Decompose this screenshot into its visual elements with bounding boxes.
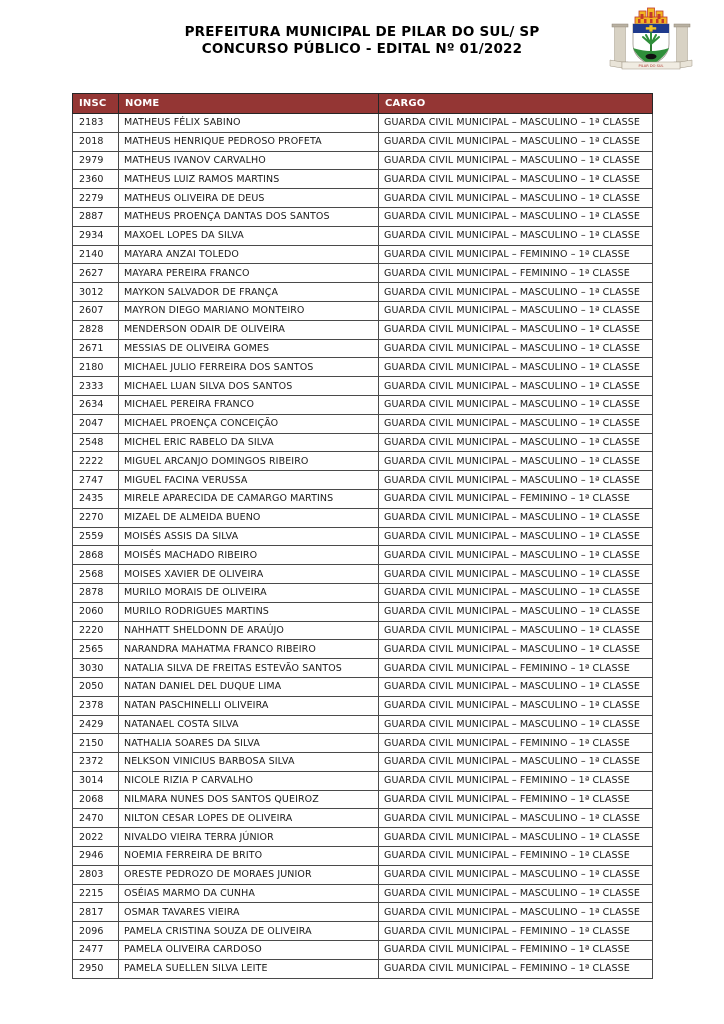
cell-insc: 2950 (73, 959, 119, 978)
cell-nome: MIZAEL DE ALMEIDA BUENO (119, 508, 379, 527)
cell-insc: 2817 (73, 903, 119, 922)
table-row (73, 621, 653, 640)
cell-cargo: GUARDA CIVIL MUNICIPAL – MASCULINO – 1ª CLASSE (379, 226, 653, 245)
cell-nome: MURILO MORAIS DE OLIVEIRA (119, 583, 379, 602)
cell-insc: 2270 (73, 508, 119, 527)
cell-insc: 2140 (73, 245, 119, 264)
cell-cargo: GUARDA CIVIL MUNICIPAL – MASCULINO – 1ª CLASSE (379, 565, 653, 584)
cell-insc: 2378 (73, 696, 119, 715)
column-header-nome: NOME (119, 94, 379, 114)
table-row (73, 508, 653, 527)
cell-nome: MATHEUS PROENÇA DANTAS DOS SANTOS (119, 207, 379, 226)
table-row (73, 377, 653, 396)
cell-insc: 2979 (73, 151, 119, 170)
shield-icon (633, 24, 669, 65)
cell-nome: MOISES XAVIER DE OLIVEIRA (119, 565, 379, 584)
table-row (73, 583, 653, 602)
cell-cargo: GUARDA CIVIL MUNICIPAL – MASCULINO – 1ª CLASSE (379, 377, 653, 396)
cell-insc: 2050 (73, 677, 119, 696)
cell-cargo: GUARDA CIVIL MUNICIPAL – MASCULINO – 1ª CLASSE (379, 301, 653, 320)
cell-cargo: GUARDA CIVIL MUNICIPAL – MASCULINO – 1ª CLASSE (379, 207, 653, 226)
cell-insc: 2022 (73, 828, 119, 847)
cell-insc: 2803 (73, 865, 119, 884)
title-line-2: CONCURSO PÚBLICO - EDITAL Nº 01/2022 (201, 41, 523, 57)
cell-insc: 2435 (73, 489, 119, 508)
table-row (73, 847, 653, 866)
cell-insc: 2047 (73, 414, 119, 433)
table-row (73, 489, 653, 508)
cell-cargo: GUARDA CIVIL MUNICIPAL – MASCULINO – 1ª CLASSE (379, 546, 653, 565)
cell-nome: MATHEUS FÉLIX SABINO (119, 114, 379, 133)
cell-nome: NATAN PASCHINELLI OLIVEIRA (119, 696, 379, 715)
table-row (73, 884, 653, 903)
table-row (73, 301, 653, 320)
cell-nome: MIGUEL ARCANJO DOMINGOS RIBEIRO (119, 452, 379, 471)
title-line-1: PREFEITURA MUNICIPAL DE PILAR DO SUL/ SP (184, 24, 540, 40)
cell-nome: MICHAEL PEREIRA FRANCO (119, 395, 379, 414)
cell-cargo: GUARDA CIVIL MUNICIPAL – MASCULINO – 1ª CLASSE (379, 527, 653, 546)
table-row (73, 546, 653, 565)
table-row (73, 170, 653, 189)
cell-nome: MENDERSON ODAIR DE OLIVEIRA (119, 320, 379, 339)
table-row (73, 395, 653, 414)
cell-nome: MICHEL ERIC RABELO DA SILVA (119, 433, 379, 452)
cell-nome: PAMELA OLIVEIRA CARDOSO (119, 941, 379, 960)
cell-insc: 2333 (73, 377, 119, 396)
table-row (73, 358, 653, 377)
cell-cargo: GUARDA CIVIL MUNICIPAL – FEMININO – 1ª CLASSE (379, 959, 653, 978)
cell-insc: 2828 (73, 320, 119, 339)
cell-cargo: GUARDA CIVIL MUNICIPAL – MASCULINO – 1ª CLASSE (379, 151, 653, 170)
cell-cargo: GUARDA CIVIL MUNICIPAL – FEMININO – 1ª CLASSE (379, 771, 653, 790)
table-row (73, 696, 653, 715)
cell-insc: 2183 (73, 114, 119, 133)
table-row (73, 189, 653, 208)
cell-insc: 2671 (73, 339, 119, 358)
cell-cargo: GUARDA CIVIL MUNICIPAL – FEMININO – 1ª CLASSE (379, 489, 653, 508)
cell-cargo: GUARDA CIVIL MUNICIPAL – FEMININO – 1ª CLASSE (379, 941, 653, 960)
table-row (73, 828, 653, 847)
cell-nome: MAYARA ANZAI TOLEDO (119, 245, 379, 264)
cell-nome: NAHHATT SHELDONN DE ARAÚJO (119, 621, 379, 640)
cell-insc: 2607 (73, 301, 119, 320)
cell-insc: 2747 (73, 471, 119, 490)
cell-cargo: GUARDA CIVIL MUNICIPAL – MASCULINO – 1ª CLASSE (379, 903, 653, 922)
table-row (73, 433, 653, 452)
cell-nome: NILMARA NUNES DOS SANTOS QUEIROZ (119, 790, 379, 809)
cell-insc: 2215 (73, 884, 119, 903)
cell-nome: NARANDRA MAHATMA FRANCO RIBEIRO (119, 640, 379, 659)
cell-nome: MAYRON DIEGO MARIANO MONTEIRO (119, 301, 379, 320)
cell-nome: NICOLE RIZIA P CARVALHO (119, 771, 379, 790)
cell-nome: MICHAEL JULIO FERREIRA DOS SANTOS (119, 358, 379, 377)
table-row (73, 922, 653, 941)
cell-insc: 2470 (73, 809, 119, 828)
cell-cargo: GUARDA CIVIL MUNICIPAL – MASCULINO – 1ª CLASSE (379, 602, 653, 621)
cell-nome: OSÉIAS MARMO DA CUNHA (119, 884, 379, 903)
table-header-row (73, 94, 653, 114)
cell-cargo: GUARDA CIVIL MUNICIPAL – FEMININO – 1ª CLASSE (379, 245, 653, 264)
table-row (73, 320, 653, 339)
table-row (73, 452, 653, 471)
cell-insc: 2150 (73, 734, 119, 753)
column-header-insc: INSC (73, 94, 119, 114)
cell-insc: 3012 (73, 283, 119, 302)
cell-insc: 2559 (73, 527, 119, 546)
cell-cargo: GUARDA CIVIL MUNICIPAL – MASCULINO – 1ª CLASSE (379, 358, 653, 377)
cell-cargo: GUARDA CIVIL MUNICIPAL – MASCULINO – 1ª CLASSE (379, 865, 653, 884)
pillar-left-icon (612, 24, 628, 66)
cell-nome: PAMELA CRISTINA SOUZA DE OLIVEIRA (119, 922, 379, 941)
cell-insc: 2946 (73, 847, 119, 866)
cell-insc: 2429 (73, 715, 119, 734)
cell-cargo: GUARDA CIVIL MUNICIPAL – FEMININO – 1ª CLASSE (379, 264, 653, 283)
cell-nome: NELKSON VINICIUS BARBOSA SILVA (119, 753, 379, 772)
cell-cargo: GUARDA CIVIL MUNICIPAL – MASCULINO – 1ª CLASSE (379, 677, 653, 696)
cell-cargo: GUARDA CIVIL MUNICIPAL – MASCULINO – 1ª CLASSE (379, 414, 653, 433)
cell-cargo: GUARDA CIVIL MUNICIPAL – MASCULINO – 1ª CLASSE (379, 395, 653, 414)
table-row (73, 771, 653, 790)
table-row (73, 264, 653, 283)
cell-nome: MAYARA PEREIRA FRANCO (119, 264, 379, 283)
table-row (73, 226, 653, 245)
cell-insc: 2018 (73, 132, 119, 151)
cell-insc: 2634 (73, 395, 119, 414)
table-row (73, 565, 653, 584)
cell-cargo: GUARDA CIVIL MUNICIPAL – MASCULINO – 1ª CLASSE (379, 884, 653, 903)
candidate-table (72, 93, 653, 979)
cell-nome: MATHEUS OLIVEIRA DE DEUS (119, 189, 379, 208)
cell-insc: 2887 (73, 207, 119, 226)
table-row (73, 283, 653, 302)
table-row (73, 245, 653, 264)
cell-insc: 2627 (73, 264, 119, 283)
cell-cargo: GUARDA CIVIL MUNICIPAL – MASCULINO – 1ª CLASSE (379, 715, 653, 734)
cell-insc: 2279 (73, 189, 119, 208)
coat-of-arms-icon (608, 4, 694, 70)
cell-cargo: GUARDA CIVIL MUNICIPAL – FEMININO – 1ª CLASSE (379, 659, 653, 678)
cell-nome: NIVALDO VIEIRA TERRA JÚNIOR (119, 828, 379, 847)
cell-nome: MIGUEL FACINA VERUSSA (119, 471, 379, 490)
cell-nome: MESSIAS DE OLIVEIRA GOMES (119, 339, 379, 358)
cell-nome: PAMELA SUELLEN SILVA LEITE (119, 959, 379, 978)
cell-cargo: GUARDA CIVIL MUNICIPAL – MASCULINO – 1ª CLASSE (379, 283, 653, 302)
cell-nome: NOEMIA FERREIRA DE BRITO (119, 847, 379, 866)
cell-insc: 2068 (73, 790, 119, 809)
cell-cargo: GUARDA CIVIL MUNICIPAL – MASCULINO – 1ª CLASSE (379, 433, 653, 452)
cell-insc: 2868 (73, 546, 119, 565)
cell-nome: MATHEUS LUIZ RAMOS MARTINS (119, 170, 379, 189)
ribbon-text: PILAR DO SUL (638, 64, 664, 69)
table-row (73, 790, 653, 809)
cell-nome: MICHAEL PROENÇA CONCEIÇÃO (119, 414, 379, 433)
cell-cargo: GUARDA CIVIL MUNICIPAL – MASCULINO – 1ª CLASSE (379, 621, 653, 640)
cell-insc: 2360 (73, 170, 119, 189)
table-row (73, 809, 653, 828)
mural-crown-icon (635, 8, 667, 24)
cell-cargo: GUARDA CIVIL MUNICIPAL – MASCULINO – 1ª CLASSE (379, 320, 653, 339)
table-row (73, 640, 653, 659)
cell-insc: 3014 (73, 771, 119, 790)
cell-insc: 2222 (73, 452, 119, 471)
table-row (73, 471, 653, 490)
cell-cargo: GUARDA CIVIL MUNICIPAL – MASCULINO – 1ª CLASSE (379, 640, 653, 659)
cell-insc: 2180 (73, 358, 119, 377)
cell-cargo: GUARDA CIVIL MUNICIPAL – FEMININO – 1ª CLASSE (379, 790, 653, 809)
cell-insc: 2565 (73, 640, 119, 659)
table-row (73, 903, 653, 922)
cell-cargo: GUARDA CIVIL MUNICIPAL – MASCULINO – 1ª CLASSE (379, 508, 653, 527)
table-row (73, 527, 653, 546)
cell-insc: 2568 (73, 565, 119, 584)
table-row (73, 959, 653, 978)
candidate-table-body (73, 114, 653, 979)
cell-cargo: GUARDA CIVIL MUNICIPAL – MASCULINO – 1ª CLASSE (379, 452, 653, 471)
cell-nome: NATALIA SILVA DE FREITAS ESTEVÃO SANTOS (119, 659, 379, 678)
table-row (73, 114, 653, 133)
cell-nome: MATHEUS HENRIQUE PEDROSO PROFETA (119, 132, 379, 151)
cell-insc: 3030 (73, 659, 119, 678)
cell-nome: ORESTE PEDROZO DE MORAES JUNIOR (119, 865, 379, 884)
cell-insc: 2878 (73, 583, 119, 602)
cell-insc: 2934 (73, 226, 119, 245)
cell-cargo: GUARDA CIVIL MUNICIPAL – MASCULINO – 1ª CLASSE (379, 114, 653, 133)
table-row (73, 865, 653, 884)
table-row (73, 715, 653, 734)
cell-nome: MURILO RODRIGUES MARTINS (119, 602, 379, 621)
table-row (73, 941, 653, 960)
cell-nome: MOISÉS MACHADO RIBEIRO (119, 546, 379, 565)
table-row (73, 677, 653, 696)
cell-cargo: GUARDA CIVIL MUNICIPAL – MASCULINO – 1ª CLASSE (379, 828, 653, 847)
cell-nome: NILTON CESAR LOPES DE OLIVEIRA (119, 809, 379, 828)
bull-icon (646, 54, 657, 60)
table-row (73, 414, 653, 433)
cell-nome: NATHALIA SOARES DA SILVA (119, 734, 379, 753)
cell-cargo: GUARDA CIVIL MUNICIPAL – MASCULINO – 1ª CLASSE (379, 583, 653, 602)
cell-insc: 2477 (73, 941, 119, 960)
cell-nome: MIRELE APARECIDA DE CAMARGO MARTINS (119, 489, 379, 508)
cell-cargo: GUARDA CIVIL MUNICIPAL – FEMININO – 1ª CLASSE (379, 847, 653, 866)
table-row (73, 132, 653, 151)
cell-cargo: GUARDA CIVIL MUNICIPAL – FEMININO – 1ª CLASSE (379, 922, 653, 941)
cell-nome: NATANAEL COSTA SILVA (119, 715, 379, 734)
table-row (73, 151, 653, 170)
table-row (73, 659, 653, 678)
table-row (73, 339, 653, 358)
cell-cargo: GUARDA CIVIL MUNICIPAL – MASCULINO – 1ª CLASSE (379, 170, 653, 189)
cell-nome: MICHAEL LUAN SILVA DOS SANTOS (119, 377, 379, 396)
cell-cargo: GUARDA CIVIL MUNICIPAL – MASCULINO – 1ª CLASSE (379, 809, 653, 828)
cell-cargo: GUARDA CIVIL MUNICIPAL – MASCULINO – 1ª CLASSE (379, 471, 653, 490)
cell-nome: MAYKON SALVADOR DE FRANÇA (119, 283, 379, 302)
cell-cargo: GUARDA CIVIL MUNICIPAL – FEMININO – 1ª CLASSE (379, 734, 653, 753)
cell-cargo: GUARDA CIVIL MUNICIPAL – MASCULINO – 1ª CLASSE (379, 132, 653, 151)
cell-nome: MOISÉS ASSIS DA SILVA (119, 527, 379, 546)
pillar-right-icon (674, 24, 690, 66)
coat-of-arms-logo (608, 4, 694, 70)
cell-cargo: GUARDA CIVIL MUNICIPAL – MASCULINO – 1ª CLASSE (379, 339, 653, 358)
cell-insc: 2096 (73, 922, 119, 941)
cell-nome: MAXOEL LOPES DA SILVA (119, 226, 379, 245)
cell-cargo: GUARDA CIVIL MUNICIPAL – MASCULINO – 1ª CLASSE (379, 753, 653, 772)
cell-cargo: GUARDA CIVIL MUNICIPAL – MASCULINO – 1ª CLASSE (379, 189, 653, 208)
table-row (73, 602, 653, 621)
cell-insc: 2372 (73, 753, 119, 772)
table-row (73, 734, 653, 753)
cell-insc: 2220 (73, 621, 119, 640)
cell-nome: OSMAR TAVARES VIEIRA (119, 903, 379, 922)
table-row (73, 207, 653, 226)
cell-nome: MATHEUS IVANOV CARVALHO (119, 151, 379, 170)
cell-insc: 2548 (73, 433, 119, 452)
column-header-cargo: CARGO (379, 94, 653, 114)
table-row (73, 753, 653, 772)
cell-insc: 2060 (73, 602, 119, 621)
cell-cargo: GUARDA CIVIL MUNICIPAL – MASCULINO – 1ª CLASSE (379, 696, 653, 715)
cell-nome: NATAN DANIEL DEL DUQUE LIMA (119, 677, 379, 696)
